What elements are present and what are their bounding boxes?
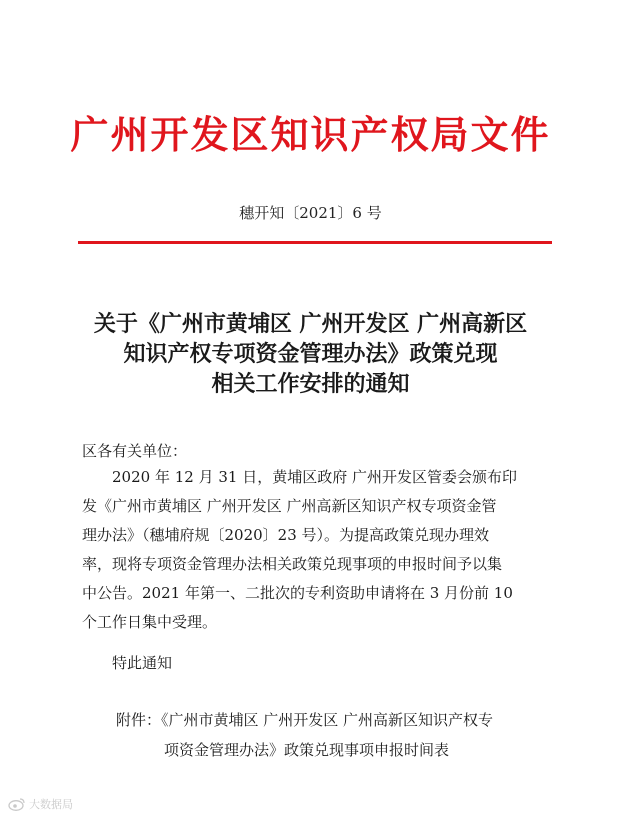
body-line: 2020 年 12 月 31 日，黄埔区政府 广州开发区管委会颁布印	[112, 468, 517, 486]
addressee: 区各有关单位：	[82, 442, 188, 460]
body-paragraph	[82, 463, 552, 637]
body-line: 发《广州市黄埔区 广州开发区 广州高新区知识产权专项资金管	[82, 497, 497, 515]
notice-title	[40, 310, 581, 400]
weibo-icon	[8, 797, 26, 811]
document-number: 穗开知〔2021〕6 号	[239, 204, 382, 222]
notice-title-line: 关于《广州市黄埔区 广州开发区 广州高新区	[93, 312, 528, 337]
notice-title-line: 相关工作安排的通知	[211, 372, 410, 397]
watermark	[8, 796, 73, 812]
notice-title-line: 知识产权专项资金管理办法》政策兑现	[123, 342, 498, 367]
body-line: 个工作日集中受理。	[82, 613, 218, 631]
body-line: 理办法》（穗埔府规〔2020〕23 号）。为提高政策兑现办理效	[82, 526, 490, 544]
body-line: 率，现将专项资金管理办法相关政策兑现事项的申报时间予以集	[82, 555, 503, 573]
document-header-title: 广州开发区知识产权局文件	[70, 112, 551, 157]
watermark-text: 大数据局	[29, 798, 73, 811]
attachment-line: 附件：《广州市黄埔区 广州开发区 广州高新区知识产权专	[116, 711, 494, 729]
attachment-note	[116, 705, 556, 765]
closing-remark: 特此通知	[112, 654, 173, 672]
attachment-line: 项资金管理办法》政策兑现事项申报时间表	[164, 741, 450, 759]
body-line: 中公告。2021 年第一、二批次的专利资助申请将在 3 月份前 10	[82, 584, 513, 602]
red-divider-rule	[78, 241, 552, 244]
